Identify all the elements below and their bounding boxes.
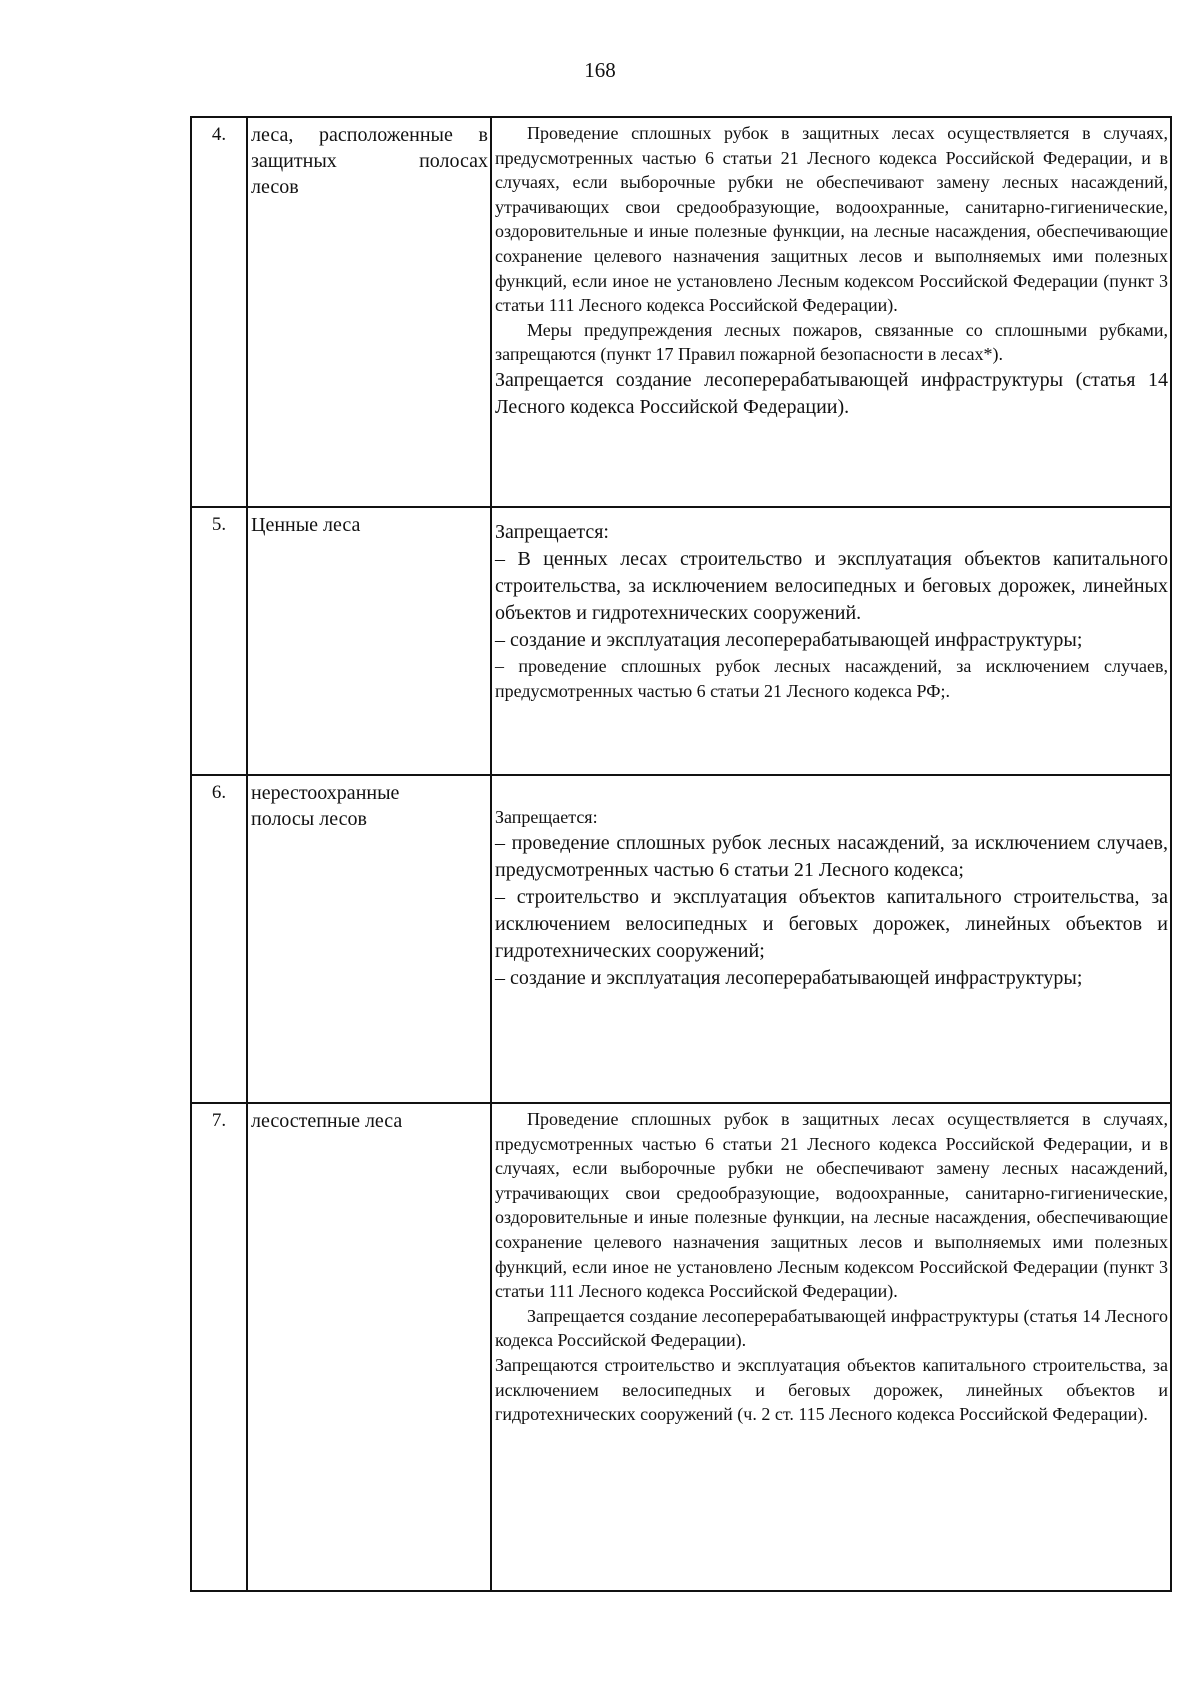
row-number: 5.	[191, 507, 247, 775]
restriction-paragraph: Запрещаются строительство и эксплуатация объектов капитального строительства, за исключением велосипедных и беговых дорожек, линейных объектов и гидротехнических сооружений (ч. 2 ст. 115 Лесного кодекса Российской Федерации).	[495, 1354, 1168, 1425]
row-number: 6.	[191, 775, 247, 1103]
forest-category-cell	[247, 117, 491, 507]
forest-category-line: нерестоохранные	[251, 782, 400, 804]
table-row	[191, 117, 1171, 507]
restriction-paragraph: Запрещается:	[495, 521, 609, 543]
table-row	[191, 507, 1171, 775]
forest-category-line: лесов	[251, 176, 299, 198]
restriction-paragraph: Проведение сплошных рубок в защитных лесах осуществляется в случаях, предусмотренных частью 6 статьи 21 Лесного кодекса Российской Федерации, и в случаях, если выборочные рубки не обеспечивают замену лесных насаждений, утрачивающих свои средообразующие, водоохранные, санитарно-гигиенические, оздоровительные и иные полезные функции, на лесные насаждения, обеспечивающие сохранение целевого назначения защитных лесов и выполняемых ими полезных функций, если иное не установлено Лесным кодексом Российской Федерации (пункт 3 статьи 111 Лесного кодекса Российской Федерации).	[495, 1109, 1168, 1302]
forest-category-cell	[247, 507, 491, 775]
table-row	[191, 1103, 1171, 1591]
restriction-paragraph: Запрещается:	[495, 807, 598, 827]
forest-category-line: Ценные леса	[251, 514, 361, 536]
restrictions-cell	[491, 775, 1171, 1103]
row-number: 4.	[191, 117, 247, 507]
page-number: 168	[584, 58, 616, 82]
forest-category-cell	[247, 1103, 491, 1591]
forest-category-line: леса, расположенные в	[251, 124, 488, 146]
restriction-paragraph: – проведение сплошных рубок лесных насаждений, за исключением случаев, предусмотренных частью 6 статьи 21 Лесного кодекса;	[495, 831, 1168, 881]
forest-category-line: полосы лесов	[251, 808, 367, 830]
restriction-paragraph: – В ценных лесах строительство и эксплуатация объектов капитального строительства, за исключением велосипедных и беговых дорожек, линейных объектов и гидротехнических сооружений.	[495, 548, 1168, 624]
forest-category-line: лесостепные леса	[251, 1110, 403, 1132]
row-number: 7.	[191, 1103, 247, 1591]
forest-category-line: защитных полосах	[251, 150, 488, 172]
table-row	[191, 775, 1171, 1103]
forest-restrictions-table	[190, 116, 1172, 1592]
restriction-paragraph: Запрещается создание лесоперерабатывающей инфраструктуры (статья 14 Лесного кодекса Российской Федерации).	[495, 368, 1168, 418]
restrictions-cell	[491, 117, 1171, 507]
restriction-paragraph: Запрещается создание лесоперерабатывающей инфраструктуры (статья 14 Лесного кодекса Российской Федерации).	[495, 1305, 1168, 1351]
restriction-paragraph: – создание и эксплуатация лесоперерабатывающей инфраструктуры;	[495, 629, 1083, 651]
restrictions-cell	[491, 507, 1171, 775]
restriction-paragraph: Меры предупреждения лесных пожаров, связанные со сплошными рубками, запрещаются (пункт 17 Правил пожарной безопасности в лесах*).	[495, 319, 1168, 365]
restriction-paragraph: – проведение сплошных рубок лесных насаждений, за исключением случаев, предусмотренных частью 6 статьи 21 Лесного кодекса РФ;.	[495, 656, 1168, 701]
restriction-paragraph: Проведение сплошных рубок в защитных лесах осуществляется в случаях, предусмотренных частью 6 статьи 21 Лесного кодекса Российской Федерации, и в случаях, если выборочные рубки не обеспечивают замену лесных насаждений, утрачивающих свои средообразующие, водоохранные, санитарно-гигиенические, оздоровительные и иные полезные функции, на лесные насаждения, обеспечивающие сохранение целевого назначения защитных лесов и выполняемых ими полезных функций, если иное не установлено Лесным кодексом Российской Федерации (пункт 3 статьи 111 Лесного кодекса Российской Федерации).	[495, 123, 1168, 316]
restriction-paragraph: – строительство и эксплуатация объектов капитального строительства, за исключением велосипедных и беговых дорожек, линейных объектов и гидротехнических сооружений;	[495, 885, 1168, 962]
restrictions-cell	[491, 1103, 1171, 1591]
restriction-paragraph: – создание и эксплуатация лесоперерабатывающей инфраструктуры;	[495, 966, 1083, 989]
forest-category-cell	[247, 775, 491, 1103]
